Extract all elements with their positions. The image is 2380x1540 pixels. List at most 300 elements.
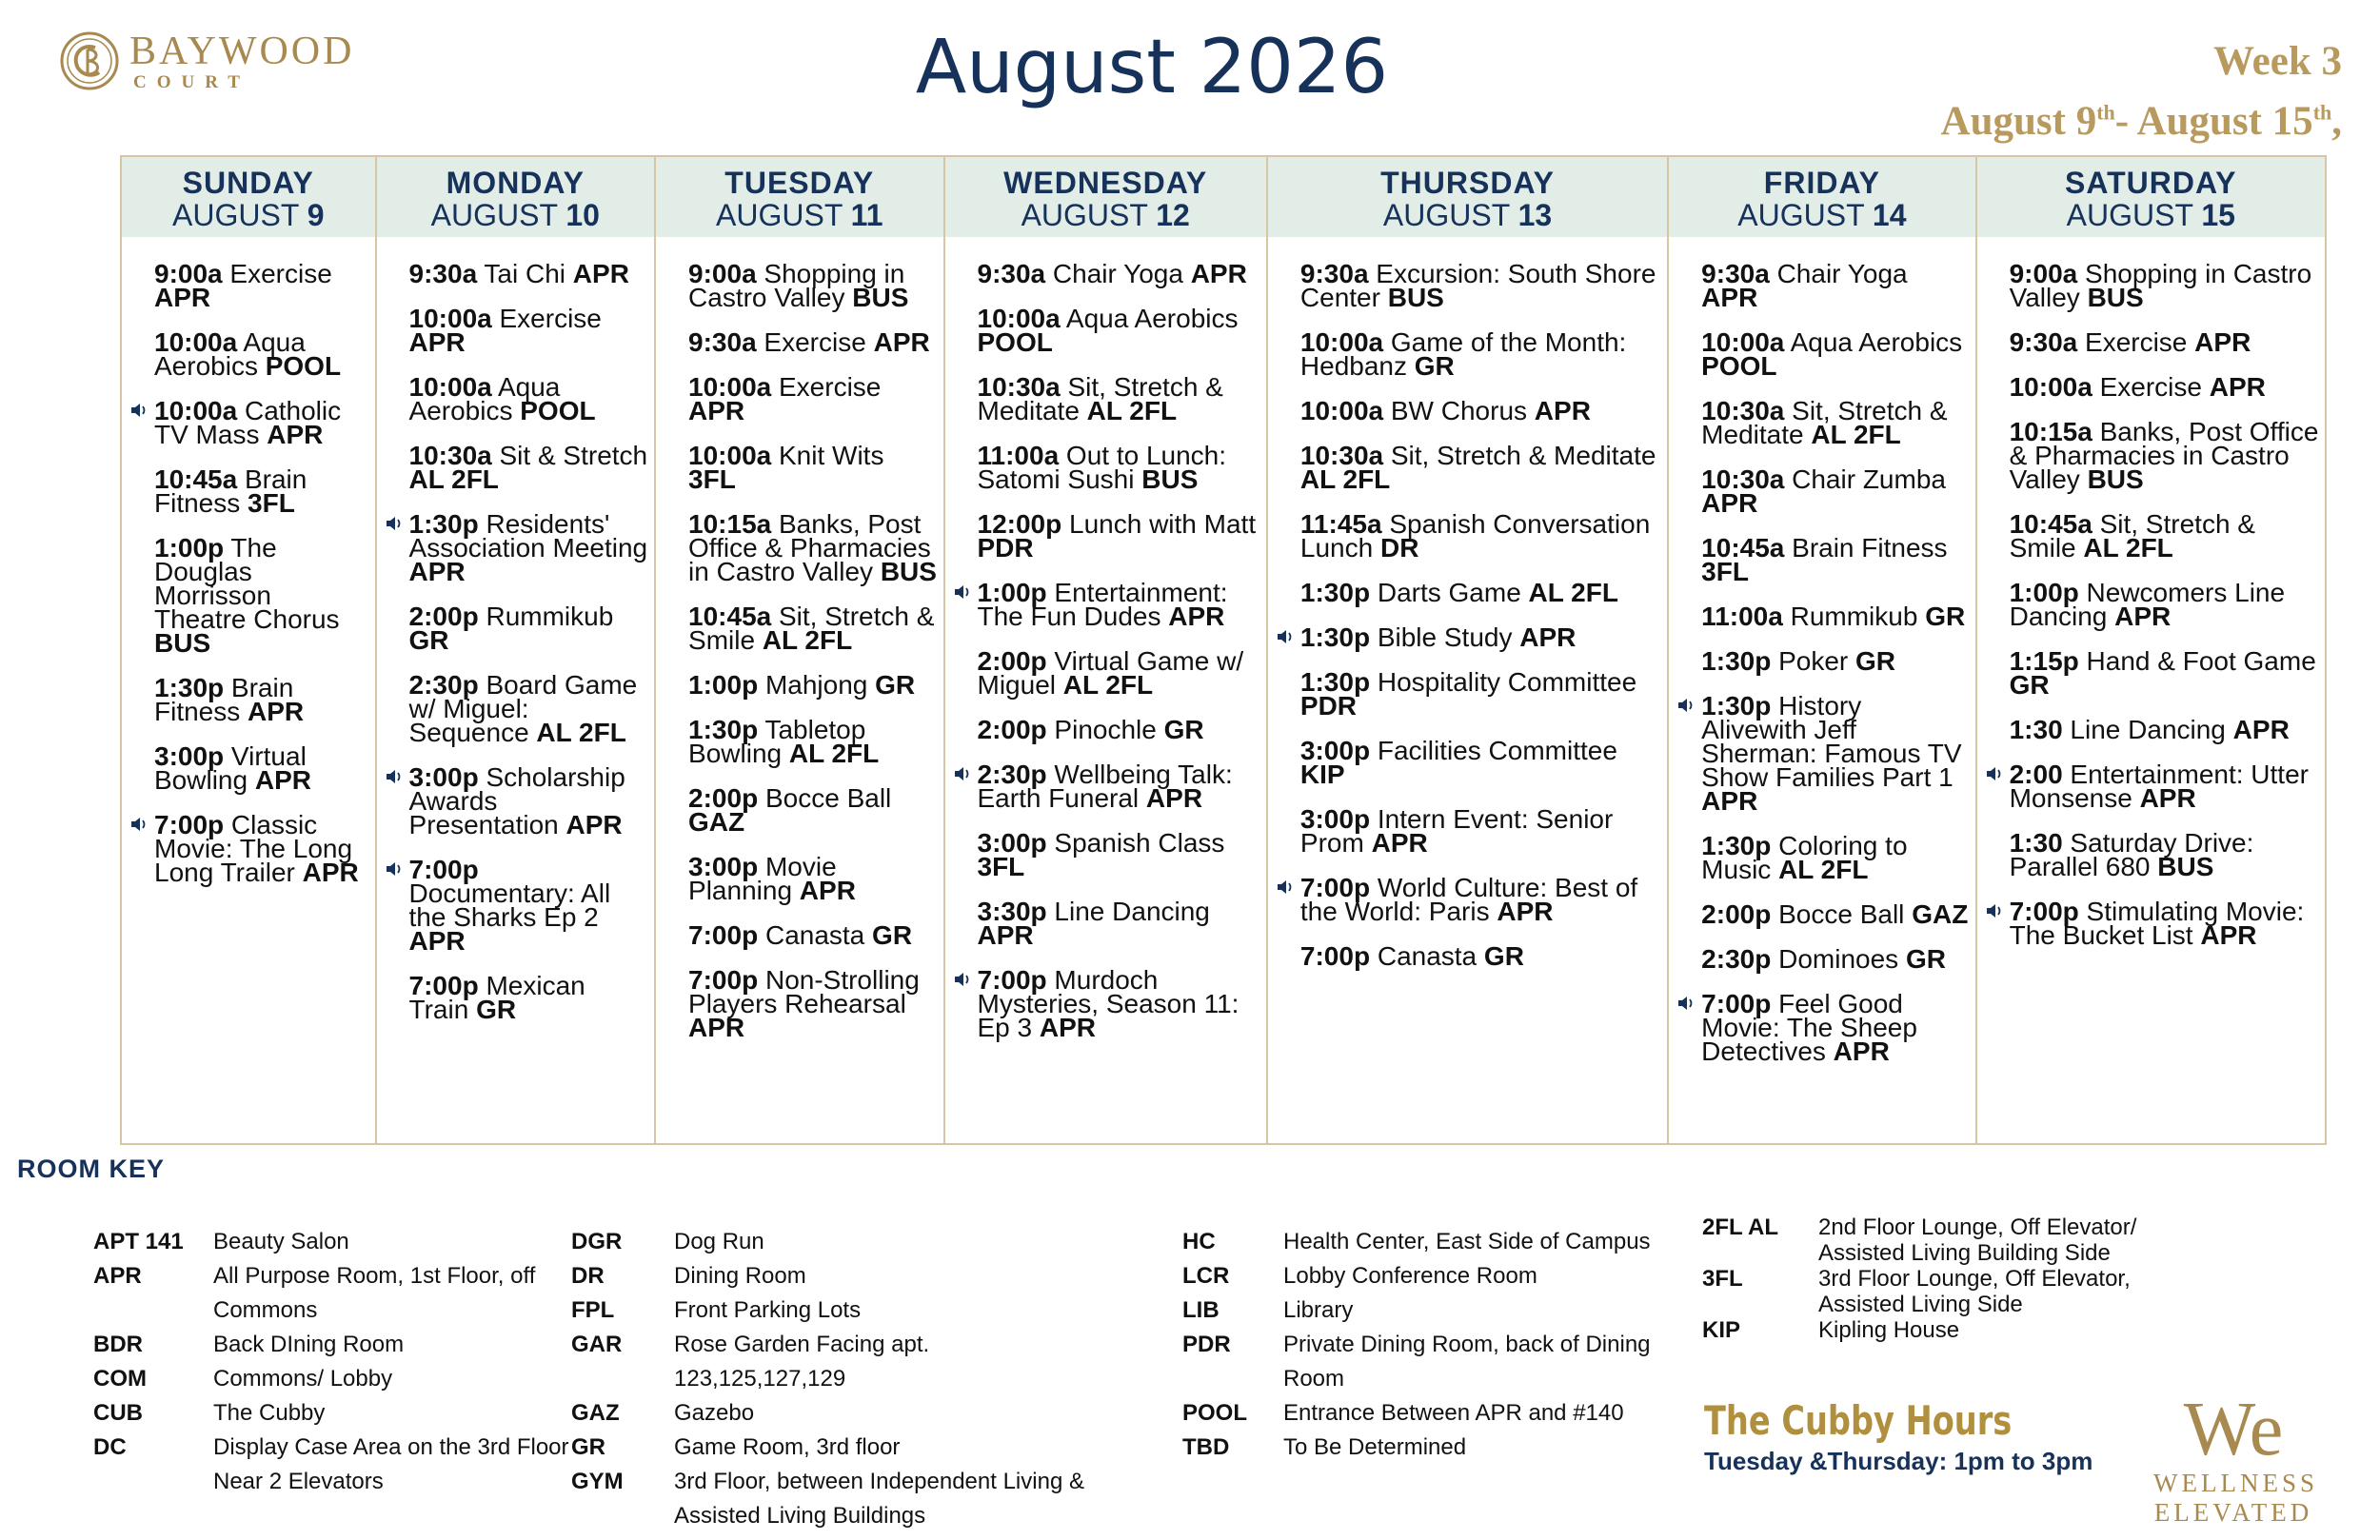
speaker-icon (1276, 879, 1295, 896)
room-code: LCR (1182, 1263, 1230, 1289)
event-item (1299, 736, 1661, 789)
event-time: 10:00a (408, 304, 492, 333)
event-title: Facilities Committee (1370, 736, 1617, 765)
event-room: APR (1701, 488, 1758, 518)
event-room: APR (873, 327, 930, 357)
event-time: 1:00p (977, 578, 1047, 607)
speaker-icon (953, 971, 972, 988)
room-code: POOL (1182, 1400, 1248, 1426)
event-item (1299, 509, 1661, 563)
room-description: 3rd Floor Lounge, Off Elevator, Assisted Living Side (1818, 1266, 2131, 1317)
event-title: Brain Fitness (154, 464, 307, 518)
event-item (408, 971, 649, 1024)
room-key-row (571, 1328, 1104, 1396)
event-title: Chair Yoga (1769, 259, 1908, 288)
event-room: GR (1163, 715, 1204, 744)
event-room: APR (254, 765, 311, 795)
day-date: AUGUST 14 (1737, 198, 1907, 232)
day-date: AUGUST 15 (2066, 198, 2235, 232)
event-item (688, 670, 937, 700)
event-room: AL 2FL (1086, 396, 1178, 425)
event-title: Canasta (758, 920, 873, 950)
speaker-icon (385, 515, 404, 532)
event-time: 2:30p (1701, 944, 1772, 974)
event-room: APR (2209, 372, 2266, 402)
event-item (1701, 691, 1969, 816)
event-room: APR (154, 283, 211, 312)
event-room: APR (248, 697, 305, 726)
event-time: 1:30p (154, 673, 225, 702)
event-item (977, 304, 1260, 357)
event-item (1299, 667, 1661, 721)
room-description: 2nd Floor Lounge, Off Elevator/ Assisted Living Building Side (1818, 1214, 2137, 1266)
event-room: GR (1414, 351, 1455, 381)
event-time: 3:30p (977, 897, 1047, 926)
room-description: Gazebo (674, 1400, 755, 1426)
event-room: GR (476, 995, 517, 1024)
day-column-tuesday (656, 157, 944, 1143)
event-time: 2:00p (688, 783, 759, 813)
event-room: BUS (880, 557, 937, 586)
event-time: 3:00p (977, 828, 1047, 858)
event-room: PDR (977, 533, 1034, 563)
event-room: GR (408, 625, 449, 655)
event-title: Hospitality Committee (1370, 667, 1637, 697)
event-time: 7:00p (688, 965, 759, 995)
event-time: 10:15a (688, 509, 772, 539)
event-room: APR (302, 858, 359, 887)
event-room: BUS (1387, 283, 1444, 312)
event-title: Sit, Stretch & Meditate (1383, 441, 1656, 470)
week-range (1941, 38, 2342, 145)
room-code: 3FL (1702, 1266, 1743, 1292)
room-key-row (93, 1431, 569, 1499)
event-room: APR (267, 420, 324, 449)
event-title: Exercise (2092, 372, 2210, 402)
event-time: 10:15a (2009, 417, 2092, 446)
wellness-elevated-logo (2153, 1388, 2318, 1528)
event-room: GR (875, 670, 916, 700)
event-time: 2:30p (977, 760, 1047, 789)
event-time: 10:00a (154, 396, 238, 425)
event-time: 7:00p (1299, 873, 1371, 902)
event-room: APR (1371, 828, 1428, 858)
event-title: Aqua Aerobics (1060, 304, 1239, 333)
event-title: Classic Movie: The Long Long Trailer (154, 810, 353, 887)
event-time: 1:30p (688, 715, 759, 744)
event-room: APR (688, 396, 745, 425)
event-time: 3:00p (688, 852, 759, 881)
event-item (2009, 372, 2319, 402)
event-list (1268, 237, 1667, 971)
event-room: APR (688, 1013, 745, 1042)
event-room: BUS (2087, 283, 2144, 312)
room-code: GYM (571, 1469, 624, 1494)
event-title: Virtual Game w/ Miguel (977, 646, 1244, 700)
speaker-icon (385, 860, 404, 878)
event-time: 10:00a (1299, 327, 1384, 357)
event-room: POOL (520, 396, 596, 425)
event-room: GR (872, 920, 913, 950)
event-item (408, 259, 649, 288)
room-key-row (571, 1293, 1104, 1328)
event-list (945, 237, 1266, 1042)
event-item (2009, 760, 2319, 813)
event-title: Excursion: South Shore Center (1299, 259, 1656, 312)
wellness-line2: ELEVATED (2153, 1498, 2313, 1527)
event-time: 1:30p (1701, 646, 1772, 676)
event-title: Darts Game (1370, 578, 1529, 607)
event-room: GR (1855, 646, 1896, 676)
event-time: 7:00p (1299, 941, 1371, 971)
event-time: 2:30p (408, 670, 479, 700)
event-time: 2:00p (977, 646, 1047, 676)
event-title: Line Dancing (2062, 715, 2233, 744)
logo-name: BAYWOOD (129, 29, 355, 73)
event-title: Line Dancing (1046, 897, 1210, 926)
event-title: Banks, Post Office & Pharmacies in Castro Valley (2009, 417, 2319, 494)
room-key-row (571, 1431, 1104, 1465)
event-room: GR (2009, 670, 2050, 700)
event-item (1701, 396, 1969, 449)
room-description: Display Case Area on the 3rd Floor Near 2 Elevators (213, 1434, 569, 1494)
event-item (2009, 259, 2319, 312)
event-room: GR (1905, 944, 1946, 974)
room-description: Dog Run (674, 1229, 764, 1254)
event-room: 3FL (1701, 557, 1749, 586)
event-title: Exercise (771, 372, 882, 402)
event-item (977, 965, 1260, 1042)
event-title: Chair Zumba (1784, 464, 1946, 494)
room-key-row (1182, 1328, 1677, 1396)
event-title: Shopping in Castro Valley (2009, 259, 2312, 312)
event-time: 10:45a (688, 602, 772, 631)
event-title: Chair Yoga (1045, 259, 1191, 288)
day-date: AUGUST 10 (430, 198, 600, 232)
event-title: Newcomers Line Dancing (2009, 578, 2286, 631)
day-header (1669, 157, 1974, 237)
event-title: Brain Fitness (1784, 533, 1948, 563)
room-key-row (571, 1259, 1104, 1293)
event-title: The Douglas Morrisson Theatre Chorus (154, 533, 340, 634)
room-description: 3rd Floor, between Independent Living & Assisted Living Buildings (674, 1469, 1084, 1529)
room-description: Game Room, 3rd floor (674, 1434, 901, 1460)
event-item (1701, 944, 1969, 974)
event-title: Sit, Stretch & Smile (688, 602, 935, 655)
event-room: APR (1497, 897, 1554, 926)
event-item (2009, 509, 2319, 563)
event-item (977, 715, 1260, 744)
event-item (1299, 441, 1661, 494)
event-room: 3FL (688, 464, 736, 494)
event-item (977, 828, 1260, 881)
event-item (688, 783, 937, 837)
event-item (977, 578, 1260, 631)
event-room: AL 2FL (1528, 578, 1618, 607)
room-code: LIB (1182, 1297, 1220, 1323)
day-date: AUGUST 13 (1382, 198, 1553, 232)
event-item (154, 673, 369, 726)
event-time: 7:00p (408, 971, 479, 1000)
event-item (1701, 831, 1969, 884)
room-code: DGR (571, 1229, 623, 1254)
event-time: 11:45a (1299, 509, 1382, 539)
event-room: GR (1925, 602, 1966, 631)
room-key-column-3 (1182, 1225, 1677, 1465)
event-room: APR (2194, 327, 2251, 357)
event-room: BUS (2157, 852, 2214, 881)
event-time: 1:30 (2009, 715, 2063, 744)
event-list (1669, 237, 1974, 1066)
room-code: APT 141 (93, 1229, 184, 1254)
event-room: APR (1534, 396, 1591, 425)
event-room: AL 2FL (1811, 420, 1901, 449)
room-key-row (1182, 1293, 1677, 1328)
logo-subname: COURT (133, 71, 250, 92)
event-title: Game of the Month: Hedbanz (1299, 327, 1627, 381)
event-item (1299, 873, 1661, 926)
event-item (154, 741, 369, 795)
event-time: 1:30p (1701, 831, 1772, 860)
wellness-line1: WELLNESS (2153, 1469, 2318, 1497)
event-title: BW Chorus (1383, 396, 1535, 425)
event-room: POOL (265, 351, 342, 381)
event-room: APR (1833, 1037, 1890, 1066)
speaker-icon (129, 402, 149, 419)
event-time: 1:30p (1701, 691, 1772, 721)
room-key-row (1702, 1317, 2178, 1343)
week-calendar (120, 155, 2327, 1145)
event-time: 11:00a (977, 441, 1060, 470)
event-item (1701, 464, 1969, 518)
event-title: Catholic TV Mass (154, 396, 342, 449)
event-room: APR (408, 327, 466, 357)
event-title: Pinochle (1046, 715, 1164, 744)
event-title: World Culture: Best of the World: Paris (1299, 873, 1638, 926)
event-room: 3FL (977, 852, 1025, 881)
event-item (977, 372, 1260, 425)
event-item (154, 533, 369, 658)
event-item (1299, 396, 1661, 425)
day-date: AUGUST 12 (1021, 198, 1190, 232)
event-item (688, 327, 937, 357)
event-item (1701, 646, 1969, 676)
event-title: Spanish Conversation Lunch (1299, 509, 1651, 563)
event-item (408, 602, 649, 655)
event-title: Bocce Ball (758, 783, 892, 813)
event-room: APR (1145, 783, 1203, 813)
room-key-row (571, 1396, 1104, 1431)
event-item (408, 304, 649, 357)
day-header (1977, 157, 2325, 237)
week-label: Week 3 (2213, 39, 2342, 84)
event-title: Tai Chi (477, 259, 573, 288)
event-item (688, 509, 937, 586)
speaker-icon (1985, 765, 2004, 782)
event-room: APR (1701, 283, 1758, 312)
room-key-row (1182, 1225, 1677, 1259)
day-header (122, 157, 375, 237)
room-key-row (571, 1225, 1104, 1259)
event-time: 9:30a (977, 259, 1046, 288)
event-time: 10:00a (1299, 396, 1384, 425)
room-code: KIP (1702, 1317, 1741, 1343)
event-item (2009, 646, 2319, 700)
event-item (688, 852, 937, 905)
event-room: AL 2FL (1778, 855, 1869, 884)
speaker-icon (1676, 697, 1696, 714)
event-room: AL 2FL (1299, 464, 1391, 494)
room-key-row (93, 1225, 569, 1259)
day-header (945, 157, 1266, 237)
event-time: 10:30a (977, 372, 1061, 402)
event-item (977, 509, 1260, 563)
event-room: APR (1039, 1013, 1097, 1042)
event-title: Exercise (756, 327, 874, 357)
event-list (656, 237, 942, 1042)
event-title: Tabletop Bowling (688, 715, 866, 768)
event-title: Poker (1771, 646, 1856, 676)
event-title: Aqua Aerobics (408, 372, 561, 425)
room-description: Commons/ Lobby (213, 1366, 393, 1392)
event-time: 9:00a (2009, 259, 2078, 288)
event-time: 2:00 (2009, 760, 2063, 789)
event-title: Virtual Bowling (154, 741, 307, 795)
event-room: AL 2FL (536, 718, 626, 747)
event-item (1701, 899, 1969, 929)
event-item (1299, 804, 1661, 858)
event-item (977, 259, 1260, 288)
event-title: Mexican Train (408, 971, 585, 1024)
event-title: Murdoch Mysteries, Season 11: Ep 3 (977, 965, 1240, 1042)
event-item (154, 396, 369, 449)
event-item (688, 920, 937, 950)
day-name: SATURDAY (2065, 166, 2237, 200)
event-title: Shopping in Castro Valley (688, 259, 905, 312)
event-time: 7:00p (688, 920, 759, 950)
event-time: 7:00p (1701, 989, 1772, 1018)
event-item (408, 855, 649, 956)
event-title: Board Game w/ Miguel: Sequence (408, 670, 638, 747)
room-description: Dining Room (674, 1263, 806, 1289)
event-time: 9:30a (408, 259, 478, 288)
event-title: Wellbeing Talk: Earth Funeral (977, 760, 1233, 813)
date-range: August 9th- August 15th, (1940, 99, 2342, 144)
event-title: Bocce Ball (1771, 899, 1913, 929)
cubby-hours-times: Tuesday &Thursday: 1pm to 3pm (1704, 1447, 2093, 1475)
event-title: Spanish Class (1046, 828, 1225, 858)
room-code: 2FL AL (1702, 1214, 1779, 1240)
event-time: 10:30a (408, 441, 492, 470)
event-item (1701, 602, 1969, 631)
day-name: FRIDAY (1763, 166, 1880, 200)
event-title: Exercise (222, 259, 332, 288)
event-time: 3:00p (408, 762, 479, 792)
event-time: 2:00p (977, 715, 1047, 744)
event-room: APR (1190, 259, 1247, 288)
event-time: 10:00a (688, 441, 772, 470)
room-description: Lobby Conference Room (1283, 1263, 1537, 1289)
event-title: Scholarship Awards Presentation (408, 762, 625, 839)
room-key-row (93, 1328, 569, 1362)
room-code: DR (571, 1263, 605, 1289)
room-code: GAR (571, 1332, 623, 1357)
event-item (2009, 578, 2319, 631)
event-item (1299, 578, 1661, 607)
room-description: Health Center, East Side of Campus (1283, 1229, 1651, 1254)
event-item (977, 646, 1260, 700)
event-title: Non-Strolling Players Rehearsal (688, 965, 920, 1018)
event-item (2009, 417, 2319, 494)
room-description: To Be Determined (1283, 1434, 1467, 1460)
event-time: 9:30a (1299, 259, 1369, 288)
event-time: 3:00p (1299, 804, 1371, 834)
speaker-icon (385, 768, 404, 785)
room-code: PDR (1182, 1332, 1231, 1357)
event-item (688, 965, 937, 1042)
speaker-icon (1276, 628, 1295, 645)
event-time: 9:00a (154, 259, 223, 288)
event-time: 11:00a (1701, 602, 1783, 631)
room-key-row (1182, 1259, 1677, 1293)
event-title: Aqua Aerobics (154, 327, 306, 381)
room-description: The Cubby (213, 1400, 326, 1426)
month-title: August 2026 (915, 25, 1389, 110)
event-title: Exercise (2077, 327, 2195, 357)
event-time: 10:30a (1701, 464, 1785, 494)
event-item (154, 327, 369, 381)
event-item (2009, 897, 2319, 950)
event-time: 3:00p (1299, 736, 1371, 765)
day-name: SUNDAY (182, 166, 314, 200)
speaker-icon (1676, 995, 1696, 1012)
event-item (688, 602, 937, 655)
event-time: 10:30a (1701, 396, 1785, 425)
day-column-wednesday (945, 157, 1268, 1143)
event-title: Movie Planning (688, 852, 837, 905)
room-key-row (1702, 1214, 2178, 1266)
event-time: 1:30p (408, 509, 479, 539)
event-time: 12:00p (977, 509, 1062, 539)
event-time: 1:30p (1299, 578, 1371, 607)
event-title: Knit Wits (771, 441, 884, 470)
event-title: Sit & Stretch (491, 441, 648, 470)
speaker-icon (953, 583, 972, 601)
event-item (154, 810, 369, 887)
event-time: 2:00p (1701, 899, 1772, 929)
day-column-monday (377, 157, 657, 1143)
event-time: 7:00p (154, 810, 225, 839)
day-header (656, 157, 942, 237)
room-key-row (1182, 1396, 1677, 1431)
event-time: 9:30a (1701, 259, 1770, 288)
event-title: Documentary: All the Sharks Ep 2 (408, 879, 611, 932)
day-column-thursday (1268, 157, 1669, 1143)
room-key-row (1182, 1431, 1677, 1465)
event-time: 9:30a (688, 327, 757, 357)
event-title: Bible Study (1370, 622, 1520, 652)
day-column-friday (1669, 157, 1976, 1143)
event-room: 3FL (248, 488, 295, 518)
event-title: Dominoes (1771, 944, 1906, 974)
room-key-column-4 (1702, 1214, 2178, 1343)
event-item (688, 715, 937, 768)
event-time: 9:30a (2009, 327, 2078, 357)
day-column-saturday (1977, 157, 2325, 1143)
event-item (1299, 941, 1661, 971)
event-item (688, 259, 937, 312)
event-title: Saturday Drive: Parallel 680 (2009, 828, 2254, 881)
